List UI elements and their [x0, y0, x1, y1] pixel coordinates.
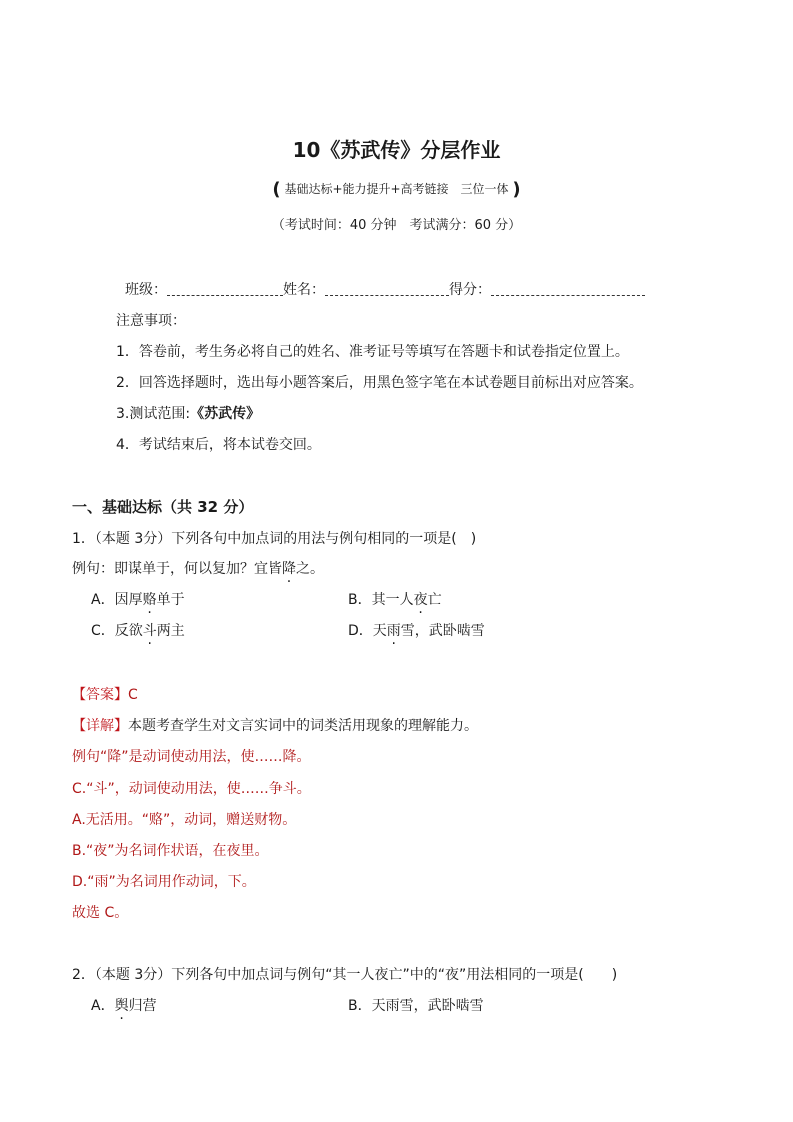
exam-time-info: （考试时间：40 分钟 考试满分：60 分） — [271, 218, 522, 233]
name-blank[interactable] — [325, 281, 449, 296]
q1-option-b[interactable] — [348, 591, 442, 609]
q1-explanation-5: D.“雨”为名词用作动词，下。 — [72, 874, 256, 890]
q1-example-dotted: 降 — [282, 561, 296, 577]
q1-option-a[interactable] — [91, 591, 185, 609]
notice-item-2: 2．回答选择题时，选出每小题答案后，用黑色签字笔在本试卷题目前标出对应答案。 — [116, 375, 643, 391]
subtitle — [0, 180, 793, 199]
detail-text: 本题考查学生对文言实词中的词类活用现象的理解能力。 — [128, 718, 478, 734]
score-blank[interactable] — [491, 281, 645, 296]
q1-option-c-dotted: 斗 — [142, 623, 157, 639]
q1-option-c-pre: C．反欲 — [91, 623, 143, 639]
q1-option-d-pre: D．天 — [348, 623, 387, 639]
q1-option-a-pre: A．因厚 — [91, 592, 143, 608]
q1-option-b-dotted: 夜 — [413, 592, 428, 608]
q2-option-a[interactable] — [91, 997, 157, 1015]
q1-explanation-2: C.“斗”，动词使动用法，使……争斗。 — [72, 781, 311, 797]
q1-option-d[interactable] — [348, 622, 485, 640]
q1-explanation-4: B.“夜”为名词作状语，在夜里。 — [72, 843, 269, 859]
q2-option-b[interactable]: B．天雨雪，武卧啮雪 — [348, 998, 484, 1014]
q1-option-b-pre: B．其一人 — [348, 592, 414, 608]
q2-option-a-pre: A． — [91, 998, 115, 1014]
q1-explanation-1: 例句“降”是动词使动用法，使……降。 — [72, 749, 311, 765]
q1-conclusion: 故选 C。 — [72, 905, 129, 921]
notice-item-3 — [116, 405, 260, 423]
q1-option-c[interactable] — [91, 622, 185, 640]
q2-option-a-dotted: 舆 — [114, 998, 129, 1014]
notice-item-4: 4．考试结束后，将本试卷交回。 — [116, 437, 321, 453]
subtitle-close-paren: ) — [512, 179, 521, 200]
q2-option-a-post: 归营 — [128, 998, 157, 1014]
q1-answer — [72, 686, 138, 704]
answer-label: 【答案】 — [72, 687, 128, 703]
subtitle-text: 基础达标+能力提升+高考链接 三位一体 — [284, 182, 509, 196]
q1-option-a-dotted: 赂 — [142, 592, 157, 608]
q1-option-d-post: 雪，武卧啮雪 — [400, 623, 485, 639]
detail-label: 【详解】 — [72, 718, 128, 734]
name-label: 姓名： — [283, 282, 325, 298]
q1-explanation-3: A.无活用。“赂”，动词，赠送财物。 — [72, 812, 297, 828]
q1-option-d-dotted: 雨 — [386, 623, 401, 639]
class-label: 班级： — [125, 282, 167, 298]
notice-item-3-range: 《苏武传》 — [190, 406, 261, 422]
q1-example-pre: 例句：即谋单于，何以复加？宜皆 — [72, 561, 282, 577]
student-info-row — [125, 281, 645, 299]
q1-option-c-post: 两主 — [156, 623, 185, 639]
notice-item-3-prefix: 3.测试范围: — [116, 406, 191, 422]
q1-detail — [72, 717, 478, 735]
notice-heading: 注意事项： — [116, 313, 186, 329]
score-label: 得分： — [449, 282, 491, 298]
subtitle-open-paren: ( — [272, 179, 281, 200]
q1-stem: 1．（本题 3分）下列各句中加点词的用法与例句相同的一项是( ) — [72, 531, 477, 547]
q1-example — [72, 560, 324, 578]
q1-option-b-post: 亡 — [427, 592, 442, 608]
q2-stem: 2．（本题 3分）下列各句中加点词与例句“其一人夜亡”中的“夜”用法相同的一项是( ) — [72, 967, 618, 983]
notice-item-1: 1．答卷前，考生务必将自己的姓名、准考证号等填写在答题卡和试卷指定位置上。 — [116, 344, 629, 360]
page-title: 10《苏武传》分层作业 — [292, 138, 501, 162]
section-1-heading: 一、基础达标（共 32 分） — [72, 498, 254, 516]
answer-value: C — [128, 687, 138, 703]
q1-option-a-post: 单于 — [156, 592, 185, 608]
q1-example-post: 之。 — [296, 561, 324, 577]
class-blank[interactable] — [167, 281, 283, 296]
